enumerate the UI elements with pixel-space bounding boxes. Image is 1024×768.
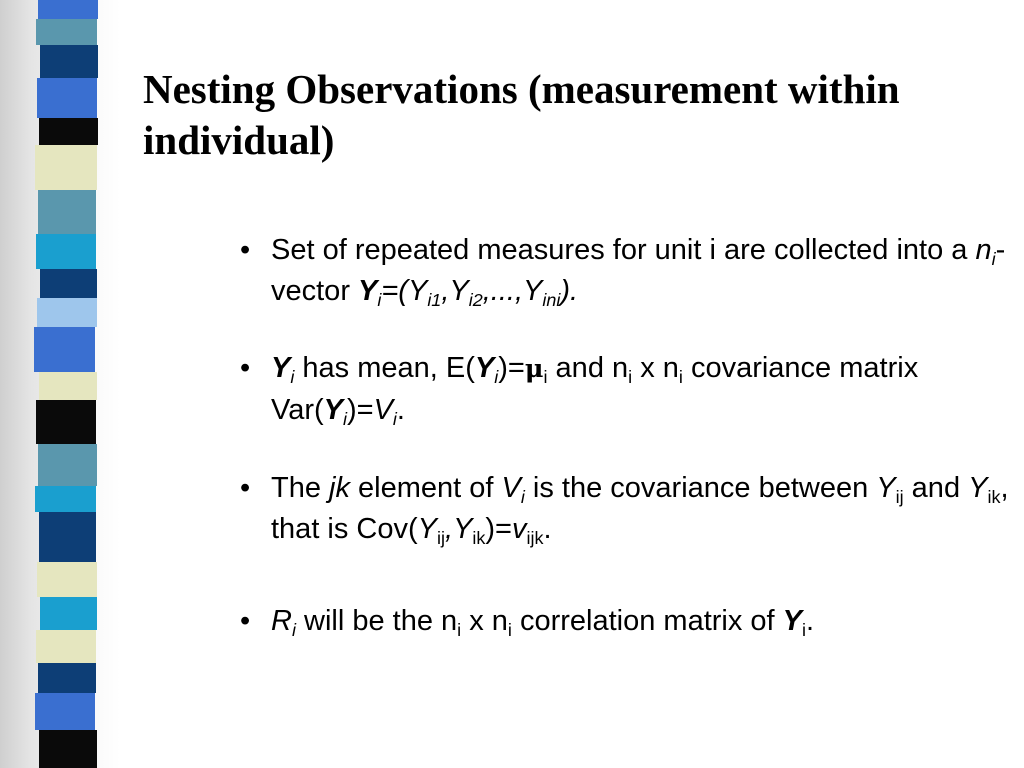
bullet-text: , that is Cov( (271, 472, 1009, 545)
mu-symbol: μ (524, 354, 544, 384)
bullet-text: and (903, 472, 969, 504)
bullet-marker: • (240, 352, 251, 384)
bullet-text: -vector (271, 234, 1006, 307)
decorative-stripe (39, 372, 97, 400)
decorative-stripe (35, 693, 95, 730)
decorative-stripe (36, 400, 96, 444)
decorative-stripe (36, 234, 96, 269)
decorative-stripe (40, 597, 97, 630)
math-symbol: Y (876, 472, 896, 504)
math-symbol: R (271, 605, 292, 637)
math-subscript: ini (542, 289, 561, 310)
math-symbol: Y (358, 275, 378, 307)
math-expression: ,...,Y (482, 275, 543, 307)
bullet-list (240, 230, 1010, 642)
bullet-text: . (543, 513, 552, 545)
decorative-stripe (40, 45, 98, 78)
decorative-stripe (37, 78, 97, 118)
bullet-item-jk-element (240, 468, 1010, 550)
decorative-stripe (34, 327, 95, 372)
decorative-stripe (38, 0, 98, 19)
math-symbol: jk (329, 472, 350, 504)
math-subscript: i (543, 366, 548, 387)
math-subscript: i2 (468, 289, 483, 310)
bullet-text: x n (461, 605, 508, 637)
math-subscript: i (507, 619, 512, 640)
bullet-text: )= (485, 513, 512, 545)
bullet-text: . (396, 394, 405, 426)
math-subscript: i (291, 619, 296, 640)
decorative-stripe (39, 730, 97, 768)
bullet-text: )= (346, 394, 374, 426)
bullet-text: x n (632, 352, 679, 384)
bullet-text: has mean, E( (294, 352, 475, 384)
math-subscript: i (290, 366, 295, 387)
math-subscript: i (991, 248, 996, 269)
math-symbol: Y (474, 352, 495, 384)
bullet-text: and n (547, 352, 629, 384)
math-symbol: n (975, 234, 992, 266)
math-symbol: Y (271, 352, 291, 384)
decorative-stripe (37, 298, 97, 327)
math-subscript: ijk (526, 527, 544, 548)
bullet-marker: • (240, 605, 251, 637)
decorative-stripe (35, 145, 97, 190)
bullet-text: element of (349, 472, 502, 504)
math-subscript: i1 (427, 289, 442, 310)
math-expression: , (445, 513, 454, 545)
decorative-stripe (39, 118, 98, 145)
math-symbol: V (373, 394, 393, 426)
math-subscript: ik (472, 527, 486, 548)
bullet-text: . (806, 605, 815, 637)
math-symbol: Y (968, 472, 988, 504)
bullet-item-mean-covariance (240, 348, 1010, 431)
decorative-stripe (38, 663, 96, 693)
math-subscript: i (342, 408, 347, 429)
math-subscript: i (678, 366, 683, 387)
math-symbol: Y (323, 394, 343, 426)
decorative-stripe (38, 444, 97, 486)
decorative-stripe (36, 19, 97, 45)
math-subscript: i (802, 619, 807, 640)
math-symbol: Y (417, 513, 438, 545)
math-subscript: i (494, 366, 499, 387)
bullet-item-correlation-matrix (240, 601, 1010, 642)
decorative-stripe (36, 630, 96, 663)
slide-title: Nesting Observations (measurement within individual) (143, 66, 900, 163)
bullet-marker: • (240, 234, 251, 266)
math-subscript: ij (437, 527, 445, 548)
decorative-stripe (37, 562, 97, 597)
math-expression: =(Y (381, 275, 428, 307)
bullet-text: )= (498, 352, 525, 384)
bullet-text: Set of repeated measures for unit i are collected into a (271, 234, 976, 266)
math-expression: ,Y (441, 275, 469, 307)
math-symbol: V (501, 472, 521, 504)
bullet-text: covariance matrix Var( (271, 352, 919, 426)
decorative-stripe (35, 486, 96, 512)
math-subscript: i (520, 486, 525, 507)
bullet-item-repeated-measures (240, 230, 1010, 312)
bullet-text: will be the n (295, 605, 458, 637)
math-subscript: ik (987, 486, 1001, 507)
math-subscript: i (457, 619, 462, 640)
bullet-text: The (271, 472, 330, 504)
decorative-stripe (39, 512, 96, 562)
bullet-text: is the covariance between (524, 472, 877, 504)
math-subscript: i (392, 408, 397, 429)
math-symbol: Y (782, 605, 803, 637)
bullet-text: correlation matrix of (511, 605, 783, 637)
math-symbol: Y (453, 513, 473, 545)
math-symbol: v (511, 513, 527, 545)
math-subscript: i (628, 366, 633, 387)
math-subscript: ij (895, 486, 904, 507)
decorative-stripe-column (34, 0, 96, 768)
decorative-stripe (40, 269, 97, 298)
bullet-marker: • (240, 472, 251, 504)
math-expression: ). (560, 275, 579, 307)
decorative-stripe (38, 190, 96, 234)
math-subscript: i (377, 289, 382, 310)
